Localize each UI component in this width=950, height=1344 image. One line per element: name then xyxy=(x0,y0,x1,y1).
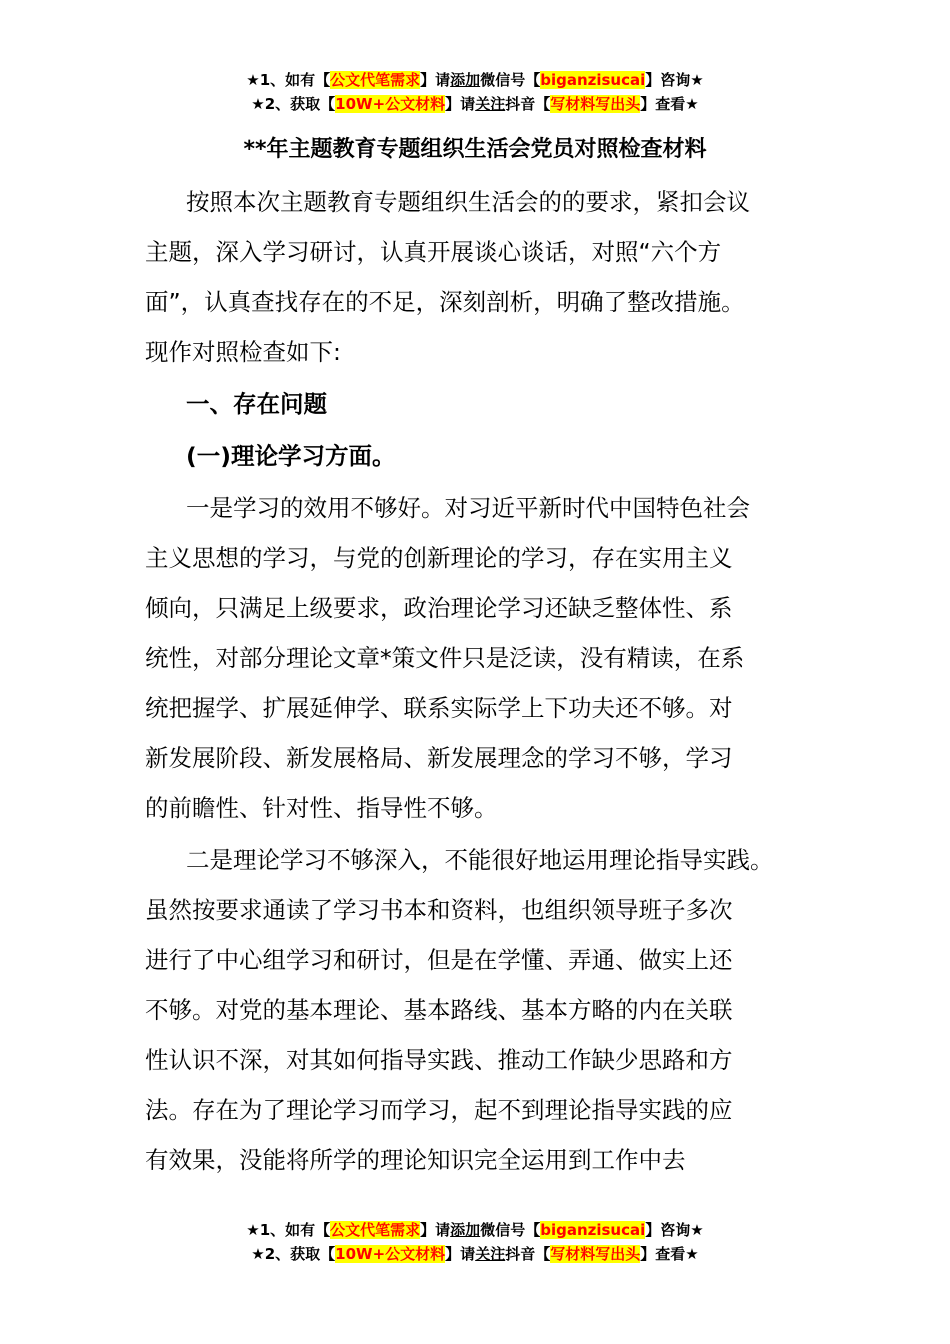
document-title: **年主题教育专题组织生活会党员对照检查材料 xyxy=(243,137,707,162)
star-icon: ★ xyxy=(251,95,265,113)
body-line: 二是理论学习不够深入，不能很好地运用理论指导实践。 xyxy=(186,846,774,874)
star-icon: ★ xyxy=(246,1221,260,1239)
header-ad-line-1: ★1、如有【公文代笔需求】请添加微信号【biganzisucai】咨询★ xyxy=(246,71,704,89)
body-line: 法。存在为了理论学习而学习，起不到理论指导实践的应 xyxy=(145,1096,733,1124)
footer-ad-line-2: ★2、获取【10W+公文材料】请关注抖音【写材料写出头】查看★ xyxy=(251,1245,699,1263)
body-line: 有效果，没能将所学的理论知识完全运用到工作中去 xyxy=(145,1146,686,1174)
body-line: 现作对照检查如下: xyxy=(145,338,341,366)
footer-ad-line-1: ★1、如有【公文代笔需求】请添加微信号【biganzisucai】咨询★ xyxy=(246,1221,704,1239)
body-line: 虽然按要求通读了学习书本和资料，也组织领导班子多次 xyxy=(145,896,733,924)
body-line: 性认识不深，对其如何指导实践、推动工作缺少思路和方 xyxy=(145,1046,733,1074)
highlight-service: 公文代笔需求 xyxy=(330,1221,421,1239)
star-icon: ★ xyxy=(690,71,704,89)
highlight-douyin-id: 写材料写出头 xyxy=(550,95,641,113)
star-icon: ★ xyxy=(690,1221,704,1239)
body-line: 面”，认真查找存在的不足，深刻剖析，明确了整改措施。 xyxy=(145,288,745,316)
highlight-service: 公文代笔需求 xyxy=(330,71,421,89)
subsection-heading: (一)理论学习方面。 xyxy=(186,442,396,470)
star-icon: ★ xyxy=(251,1245,265,1263)
section-heading: 一、存在问题 xyxy=(186,390,327,418)
body-line: 不够。对党的基本理论、基本路线、基本方略的内在关联 xyxy=(145,996,733,1024)
body-line: 的前瞻性、针对性、指导性不够。 xyxy=(145,794,498,822)
body-line: 一是学习的效用不够好。对习近平新时代中国特色社会 xyxy=(186,494,750,522)
highlight-douyin-id: 写材料写出头 xyxy=(550,1245,641,1263)
body-line: 按照本次主题教育专题组织生活会的的要求，紧扣会议 xyxy=(186,188,750,216)
body-line: 新发展阶段、新发展格局、新发展理念的学习不够，学习 xyxy=(145,744,733,772)
body-line: 进行了中心组学习和研讨，但是在学懂、弄通、做实上还 xyxy=(145,946,733,974)
highlight-wechat-id: biganzisucai xyxy=(540,71,646,89)
body-line: 主义思想的学习，与党的创新理论的学习，存在实用主义 xyxy=(145,544,733,572)
body-line: 统把握学、扩展延伸学、联系实际学上下功夫还不够。对 xyxy=(145,694,733,722)
body-line: 倾向，只满足上级要求，政治理论学习还缺乏整体性、系 xyxy=(145,594,733,622)
star-icon: ★ xyxy=(685,1245,699,1263)
header-ad-line-2: ★2、获取【10W+公文材料】请关注抖音【写材料写出头】查看★ xyxy=(251,95,699,113)
highlight-materials: 10W+公文材料 xyxy=(335,1245,446,1263)
body-line: 主题，深入学习研讨，认真开展谈心谈话，对照“六个方 xyxy=(145,238,722,266)
highlight-wechat-id: biganzisucai xyxy=(540,1221,646,1239)
highlight-materials: 10W+公文材料 xyxy=(335,95,446,113)
star-icon: ★ xyxy=(685,95,699,113)
body-line: 统性，对部分理论文章*策文件只是泛读，没有精读，在系 xyxy=(145,644,745,672)
star-icon: ★ xyxy=(246,71,260,89)
